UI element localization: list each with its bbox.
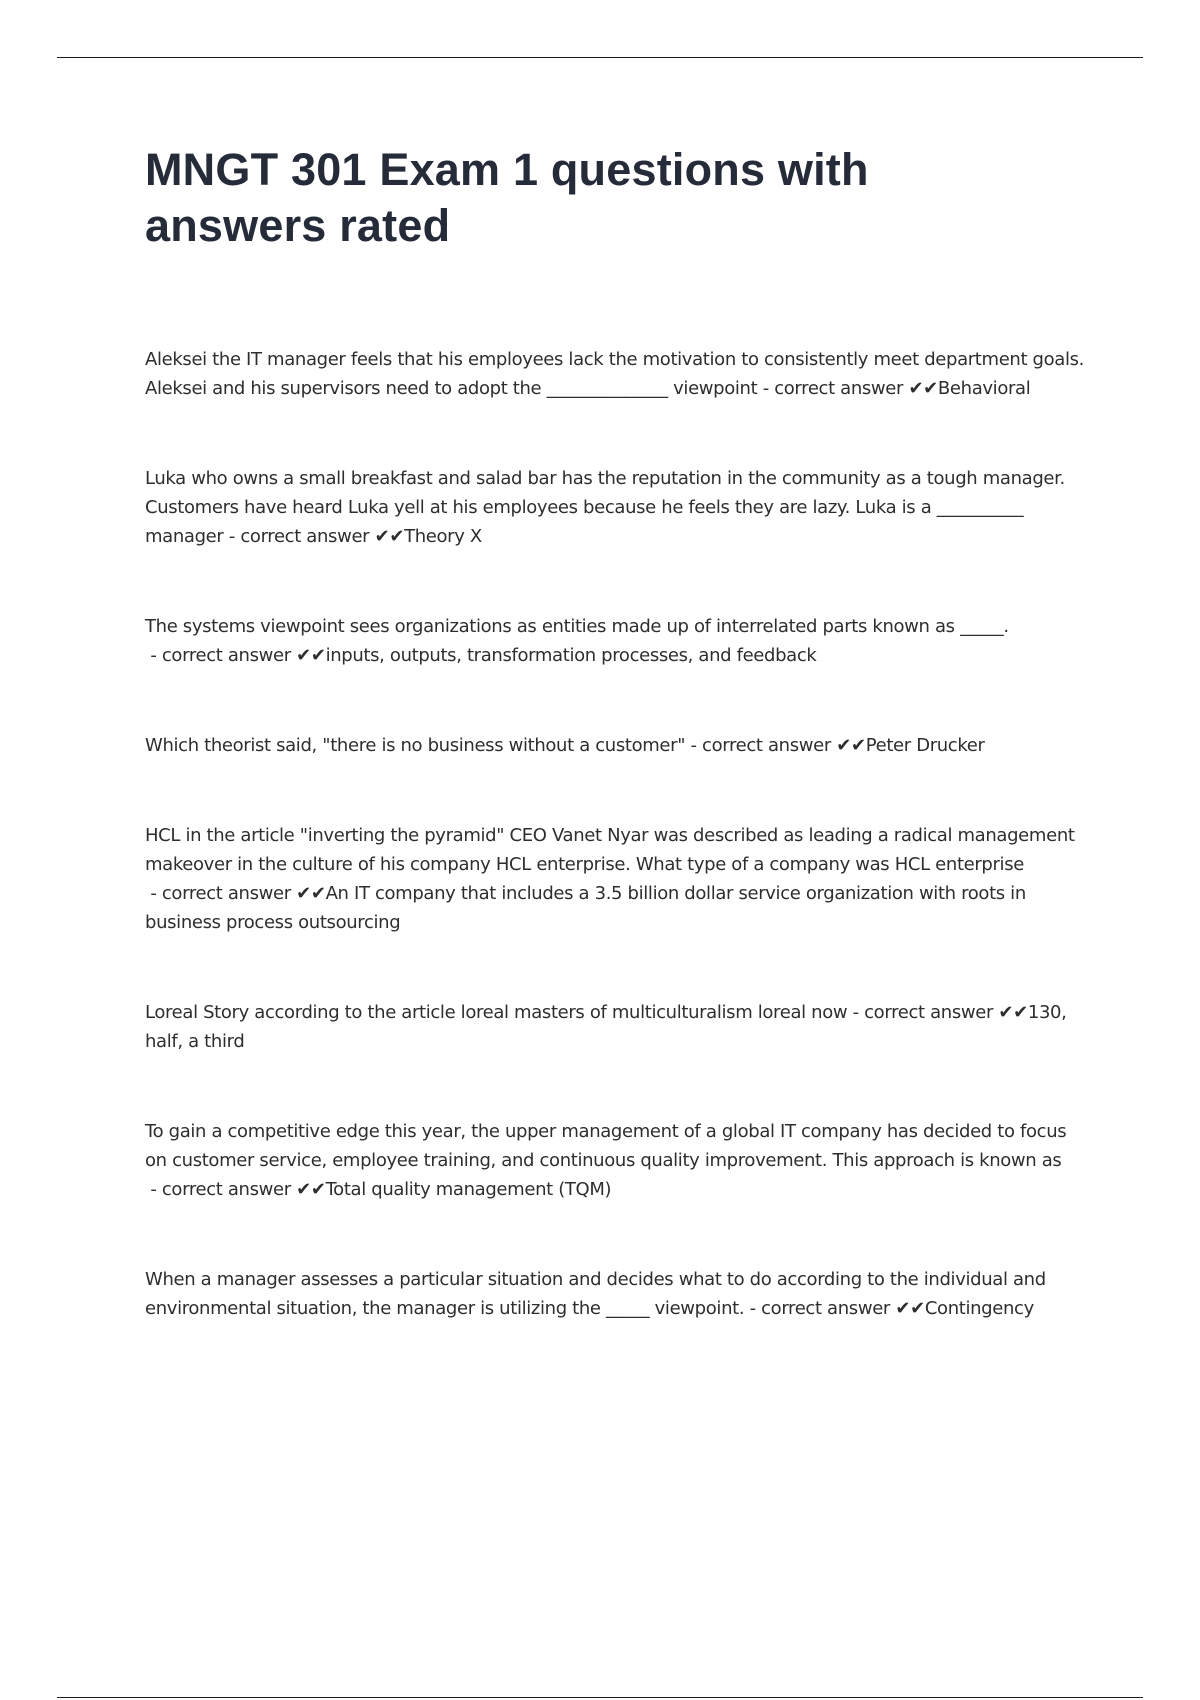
answer-text: Peter Drucker <box>865 735 985 756</box>
check-mark-icon: ✔✔ <box>895 1298 925 1319</box>
qa-list <box>145 345 1085 1384</box>
question-text: Luka who owns a small breakfast and salad bar has the reputation in the community as a tough manager. Customers have heard Luka yell at his employees because he feels they are lazy. Luka is a __________ manager <box>145 468 1065 547</box>
answer-text: Total quality management (TQM) <box>325 1179 612 1200</box>
question-text: The systems viewpoint sees organizations as entities made up of interrelated parts known as _____. <box>145 616 1009 637</box>
answer-separator: - correct answer <box>757 378 909 399</box>
answer-text: An IT company that includes a 3.5 billion dollar service organization with roots in business process outsourcing <box>145 883 1026 933</box>
check-mark-icon: ✔✔ <box>998 1002 1028 1023</box>
check-mark-icon: ✔✔ <box>908 378 938 399</box>
check-mark-icon: ✔✔ <box>296 645 326 666</box>
question-text: HCL in the article "inverting the pyramid" CEO Vanet Nyar was described as leading a radical management makeover in the culture of his company HCL enterprise. What type of a company was HCL enterprise <box>145 825 1075 875</box>
qa-item <box>145 731 1085 760</box>
answer-separator: - correct answer <box>847 1002 999 1023</box>
bottom-rule <box>57 1697 1143 1698</box>
check-mark-icon: ✔✔ <box>836 735 866 756</box>
answer-separator: - correct answer <box>145 1179 297 1200</box>
check-mark-icon: ✔✔ <box>374 526 405 547</box>
question-text: To gain a competitive edge this year, the upper management of a global IT company has decided to focus on customer service, employee training, and continuous quality improvement. This approach is known as <box>145 1121 1067 1171</box>
question-text: Aleksei the IT manager feels that his employees lack the motivation to consistently meet department goals. Aleksei and his supervisors need to adopt the ______________ viewpoint <box>145 349 1085 399</box>
qa-item <box>145 464 1085 551</box>
qa-item <box>145 612 1085 670</box>
answer-text: 130, half, a third <box>145 1002 1067 1052</box>
qa-item <box>145 1265 1085 1323</box>
question-text: Loreal Story according to the article loreal masters of multiculturalism loreal now <box>145 1002 848 1023</box>
answer-text: Contingency <box>924 1298 1034 1319</box>
qa-item <box>145 1117 1085 1204</box>
top-rule <box>57 57 1143 58</box>
qa-item <box>145 998 1085 1056</box>
answer-separator: - correct answer <box>744 1298 896 1319</box>
answer-text: inputs, outputs, transformation processes, and feedback <box>325 645 817 666</box>
answer-text: Behavioral <box>937 378 1031 399</box>
answer-separator: - correct answer <box>685 735 837 756</box>
document-title: MNGT 301 Exam 1 questions with answers rated <box>145 144 869 251</box>
check-mark-icon: ✔✔ <box>296 1179 326 1200</box>
check-mark-icon: ✔✔ <box>296 883 326 904</box>
answer-text: Theory X <box>404 526 482 547</box>
question-text: Which theorist said, "there is no business without a customer" <box>145 735 686 756</box>
question-text: When a manager assesses a particular situation and decides what to do according to the individual and environmental situation, the manager is utilizing the _____ viewpoint. <box>145 1269 1046 1319</box>
answer-separator: - correct answer <box>145 645 297 666</box>
answer-separator: - correct answer <box>145 883 297 904</box>
answer-separator: - correct answer <box>223 526 375 547</box>
qa-item <box>145 821 1085 937</box>
qa-item <box>145 345 1085 403</box>
